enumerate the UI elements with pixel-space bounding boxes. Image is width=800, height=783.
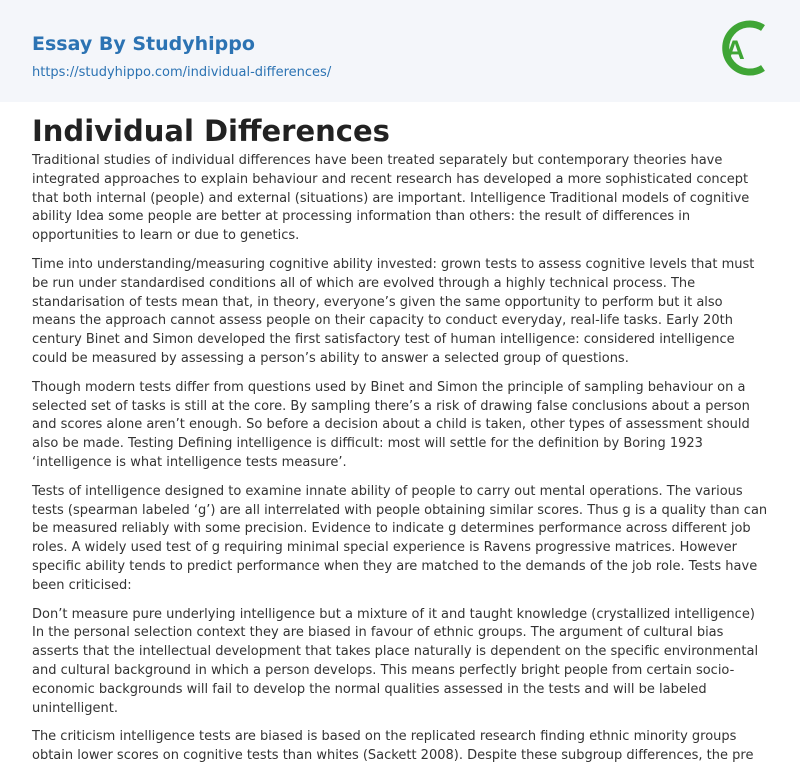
article-body — [32, 152, 770, 776]
paragraph: Don’t measure pure underlying intelligence but a mixture of it and taught knowledge (crystallized intelligence) In the personal selection context they are biased in favour of ethnic groups. The argument of cultural bias asserts that the intellectual development that takes place naturally is dependent on the specific environmental and cultural background in which a person develops. This means perfectly bright people from certain socio-economic backgrounds will fail to develop the normal qualities assessed in the tests and will be labeled unintelligent. — [32, 606, 759, 716]
site-brand[interactable]: Essay By Studyhippo — [32, 33, 255, 55]
page-url-link[interactable]: https://studyhippo.com/individual-differences/ — [32, 65, 332, 80]
paragraph: Tests of intelligence designed to examine innate ability of people to carry out mental operations. The various tests (spearman labeled ‘g’) are all interrelated with people obtaining similar scores. Thus g is a quality than can be measured reliably with some precision. Evidence to indicate g determines performance across different job roles. A widely used test of g requiring minimal special experience is Ravens progressive matrices. However specific ability tends to predict performance when they are matched to the demands of the job role. Tests have been criticised: — [32, 483, 768, 593]
paragraph: Though modern tests differ from questions used by Binet and Simon the principle of sampling behaviour on a selected set of tasks is still at the core. By sampling there’s a risk of drawing false conclusions about a person and scores alone aren’t enough. So before a decision about a child is taken, other types of assessment should also be made. Testing Defining intelligence is difficult: most will settle for the definition by Boring 1923 ‘intelligence is what intelligence tests measure’. — [32, 379, 750, 470]
studyhippo-logo-icon[interactable] — [713, 15, 771, 81]
paragraph: The criticism intelligence tests are biased is based on the replicated research finding ethnic minority groups obtain lower scores on cognitive tests than whites (Sackett 2008). Despite these subgroup differences, the pre — [32, 729, 754, 764]
paragraph: Time into understanding/measuring cognitive ability invested: grown tests to assess cognitive levels that must be run under standardised conditions all of which are evolved through a highly technical process. The standarisation of tests mean that, in theory, everyone’s given the same opportunity to perform but it also means the approach cannot assess people on their capacity to conduct everyday, real-life tasks. Early 20th century Binet and Simon developed the first satisfactory test of human intelligence: considered intelligence could be measured by assessing a person’s ability to answer a selected group of questions. — [32, 256, 755, 366]
page-title: Individual Differences — [32, 114, 390, 148]
site-header — [0, 0, 800, 102]
paragraph: Traditional studies of individual differences have been treated separately but contemporary theories have integrated approaches to explain behaviour and recent research has developed a more sophisticated concept that both internal (people) and external (situations) are important. Intelligence Traditional models of cognitive ability Idea some people are better at processing information than others: the result of differences in opportunities to learn or due to genetics. — [32, 153, 750, 244]
logo-letter: A — [725, 35, 745, 65]
